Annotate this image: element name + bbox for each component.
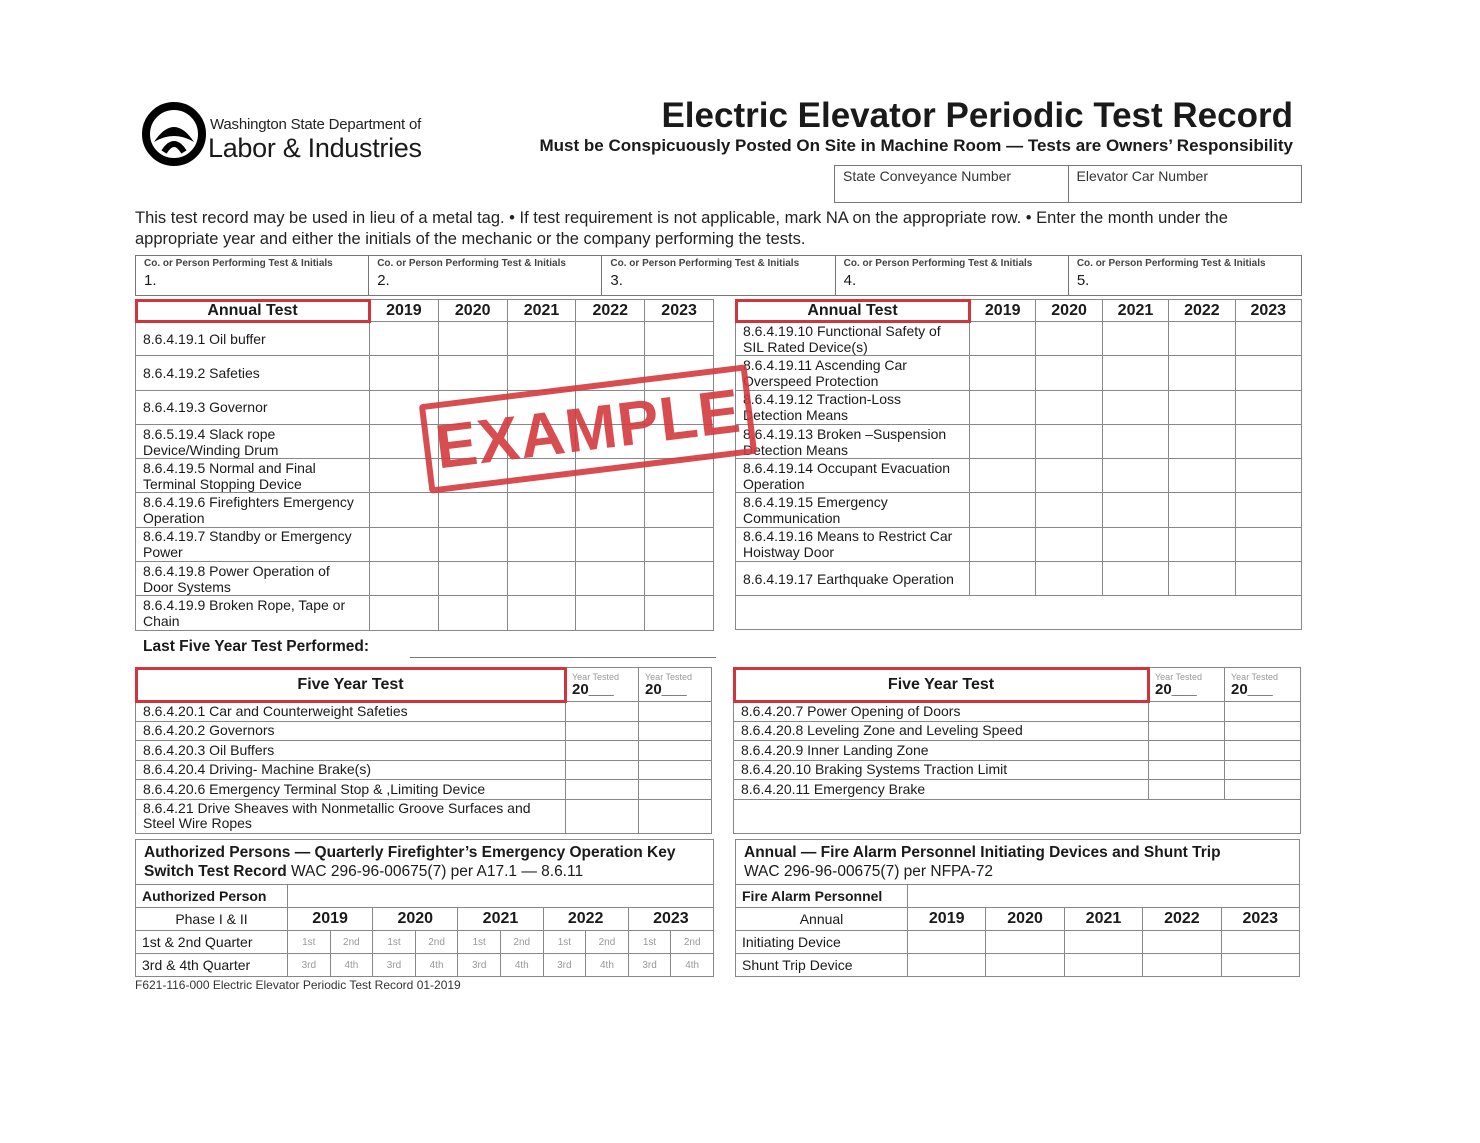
table-row bbox=[136, 493, 714, 527]
entry-cell[interactable] bbox=[576, 527, 645, 561]
quarterly-title bbox=[136, 840, 714, 885]
table-row bbox=[736, 356, 1302, 390]
entry-cell[interactable] bbox=[1143, 954, 1221, 977]
test-item: 8.6.4.20.3 Oil Buffers bbox=[136, 741, 566, 761]
quarter-sub-cell[interactable]: 2nd bbox=[330, 931, 373, 954]
entry-cell[interactable] bbox=[438, 322, 507, 356]
test-item: 8.6.4.19.11 Ascending Car Overspeed Protection bbox=[736, 356, 970, 390]
entry-cell[interactable] bbox=[370, 322, 439, 356]
test-item: 8.6.4.20.1 Car and Counterweight Safeties bbox=[136, 702, 566, 722]
entry-cell[interactable] bbox=[639, 760, 712, 780]
entry-cell[interactable] bbox=[908, 931, 986, 954]
five-year-table-right bbox=[733, 667, 1301, 834]
year-prefix: 20___ bbox=[1155, 680, 1197, 698]
entry-cell[interactable] bbox=[645, 562, 714, 596]
table-row bbox=[136, 596, 714, 630]
table-row bbox=[734, 741, 1301, 761]
fire-alarm-table bbox=[735, 839, 1300, 977]
test-item: 8.6.4.19.1 Oil buffer bbox=[136, 322, 370, 356]
performer-label: Co. or Person Performing Test & Initials bbox=[377, 258, 566, 269]
table-row bbox=[136, 702, 712, 722]
test-item: 8.6.4.21 Drive Sheaves with Nonmetallic Groove Surfaces and Steel Wire Ropes bbox=[136, 799, 566, 833]
quarter-sub-cell[interactable]: 4th bbox=[500, 954, 543, 977]
entry-cell[interactable] bbox=[970, 562, 1036, 596]
entry-cell[interactable] bbox=[1235, 322, 1301, 356]
quarter-sub-cell[interactable]: 1st bbox=[628, 931, 671, 954]
entry-cell[interactable] bbox=[1036, 424, 1102, 458]
quarter-sub-cell[interactable]: 2nd bbox=[500, 931, 543, 954]
entry-cell[interactable] bbox=[639, 799, 712, 833]
quarter-sub-cell[interactable]: 3rd bbox=[458, 954, 501, 977]
table-row bbox=[734, 799, 1301, 833]
entry-cell[interactable] bbox=[1102, 390, 1168, 424]
elevator-car-field[interactable]: Elevator Car Number bbox=[1068, 166, 1302, 202]
quarterly-title-bold: Authorized Persons — Quarterly Firefighter’s Emergency Operation Key Switch Test Record bbox=[144, 844, 676, 880]
performer-label: Co. or Person Performing Test & Initials bbox=[843, 258, 1033, 269]
table-row bbox=[734, 702, 1301, 722]
performer-number: 1. bbox=[144, 272, 157, 289]
entry-cell[interactable] bbox=[566, 760, 639, 780]
entry-cell[interactable] bbox=[438, 493, 507, 527]
entry-cell[interactable] bbox=[1102, 322, 1168, 356]
state-conveyance-field[interactable]: State Conveyance Number bbox=[843, 168, 1012, 184]
year-tested-cell[interactable] bbox=[639, 668, 712, 702]
year-header: 2022 bbox=[1143, 908, 1221, 931]
lni-logo-icon bbox=[142, 102, 206, 166]
entry-cell[interactable] bbox=[970, 356, 1036, 390]
year-header: 2019 bbox=[288, 908, 373, 931]
example-stamp-text: EXAMPLE bbox=[431, 376, 745, 482]
agency-name-line1: Washington State Department of bbox=[210, 116, 422, 133]
fire-alarm-personnel-field[interactable] bbox=[908, 885, 1300, 908]
year-header: 2019 bbox=[370, 300, 439, 322]
entry-cell[interactable] bbox=[1235, 527, 1301, 561]
entry-cell[interactable] bbox=[908, 954, 986, 977]
entry-cell[interactable] bbox=[370, 562, 439, 596]
conveyance-box bbox=[834, 165, 1302, 203]
quarter-sub-cell[interactable]: 2nd bbox=[586, 931, 629, 954]
entry-cell[interactable] bbox=[438, 527, 507, 561]
device-label: Shunt Trip Device bbox=[736, 954, 908, 977]
year-prefix: 20___ bbox=[645, 680, 687, 698]
quarter-sub-cell[interactable]: 4th bbox=[671, 954, 714, 977]
table-row bbox=[136, 527, 714, 561]
quarter-label: 3rd & 4th Quarter bbox=[136, 954, 288, 977]
year-header: 2020 bbox=[373, 908, 458, 931]
test-item: 8.6.4.19.3 Governor bbox=[136, 390, 370, 424]
entry-cell[interactable] bbox=[970, 322, 1036, 356]
entry-cell[interactable] bbox=[1064, 954, 1142, 977]
year-header: 2020 bbox=[438, 300, 507, 322]
entry-cell[interactable] bbox=[1102, 562, 1168, 596]
performer-label: Co. or Person Performing Test & Initials bbox=[1076, 258, 1266, 269]
blank-cell bbox=[734, 799, 1301, 833]
test-item: 8.6.4.19.16 Means to Restrict Car Hoistway Door bbox=[736, 527, 970, 561]
table-row bbox=[734, 780, 1301, 800]
entry-cell[interactable] bbox=[986, 954, 1064, 977]
table-row bbox=[736, 596, 1302, 630]
year-header: 2022 bbox=[576, 300, 645, 322]
year-tested-label: Year Tested bbox=[572, 671, 620, 682]
table-row bbox=[136, 760, 712, 780]
entry-cell[interactable] bbox=[1149, 741, 1225, 761]
entry-cell[interactable] bbox=[1169, 527, 1235, 561]
table-row bbox=[736, 459, 1302, 493]
entry-cell[interactable] bbox=[507, 596, 576, 630]
year-header: 2023 bbox=[645, 300, 714, 322]
entry-cell[interactable] bbox=[1225, 721, 1301, 741]
entry-cell[interactable] bbox=[1036, 322, 1102, 356]
entry-cell[interactable] bbox=[566, 799, 639, 833]
entry-cell[interactable] bbox=[1225, 760, 1301, 780]
entry-cell[interactable] bbox=[645, 493, 714, 527]
entry-cell[interactable] bbox=[645, 596, 714, 630]
entry-cell[interactable] bbox=[1036, 527, 1102, 561]
table-row bbox=[736, 527, 1302, 561]
test-item: 8.6.4.20.4 Driving- Machine Brake(s) bbox=[136, 760, 566, 780]
test-item: 8.6.4.20.9 Inner Landing Zone bbox=[734, 741, 1149, 761]
entry-cell[interactable] bbox=[1221, 954, 1299, 977]
entry-cell[interactable] bbox=[639, 780, 712, 800]
performer-label: Co. or Person Performing Test & Initials bbox=[610, 258, 800, 269]
year-tested-cell[interactable] bbox=[566, 668, 639, 702]
quarter-sub-cell[interactable]: 3rd bbox=[288, 954, 331, 977]
five-year-test-header: Five Year Test bbox=[136, 668, 566, 702]
entry-cell[interactable] bbox=[1169, 424, 1235, 458]
entry-cell[interactable] bbox=[507, 493, 576, 527]
entry-cell[interactable] bbox=[507, 356, 576, 390]
entry-cell[interactable] bbox=[507, 562, 576, 596]
entry-cell[interactable] bbox=[438, 596, 507, 630]
instructions-text: This test record may be used in lieu of a metal tag. • If test requirement is not applicable, mark NA on the appropriate row. • Enter the month under the appropriate year and either the initials of the mechanic or the company performing the tests. bbox=[135, 209, 1228, 248]
five-year-test-header: Five Year Test bbox=[734, 668, 1149, 702]
quarter-sub-cell[interactable]: 2nd bbox=[415, 931, 458, 954]
entry-cell[interactable] bbox=[1036, 562, 1102, 596]
table-row bbox=[136, 741, 712, 761]
entry-cell[interactable] bbox=[1169, 390, 1235, 424]
performer-box[interactable] bbox=[136, 256, 368, 295]
year-tested-label: Year Tested bbox=[1155, 671, 1203, 682]
year-tested-cell[interactable] bbox=[1225, 668, 1301, 702]
entry-cell[interactable] bbox=[1143, 931, 1221, 954]
entry-cell[interactable] bbox=[1225, 780, 1301, 800]
entry-cell[interactable] bbox=[1149, 721, 1225, 741]
quarter-sub-cell[interactable]: 4th bbox=[415, 954, 458, 977]
entry-cell[interactable] bbox=[1225, 702, 1301, 722]
five-year-table-left bbox=[135, 667, 712, 834]
table-row bbox=[736, 562, 1302, 596]
performer-number: 4. bbox=[843, 272, 857, 289]
quarterly-key-switch-table bbox=[135, 839, 714, 977]
quarter-sub-cell[interactable]: 1st bbox=[373, 931, 416, 954]
entry-cell[interactable] bbox=[1169, 459, 1235, 493]
authorized-person-field[interactable] bbox=[288, 885, 714, 908]
document-subtitle: Must be Conspicuously Posted On Site in Machine Room — Tests are Owners’ Responsibility bbox=[539, 136, 1293, 155]
entry-cell[interactable] bbox=[1221, 931, 1299, 954]
entry-cell[interactable] bbox=[970, 424, 1036, 458]
test-item: 8.6.4.19.5 Normal and Final Terminal Stopping Device bbox=[136, 459, 370, 493]
quarter-label: 1st & 2nd Quarter bbox=[136, 931, 288, 954]
entry-cell[interactable] bbox=[1235, 562, 1301, 596]
table-row bbox=[734, 760, 1301, 780]
entry-cell[interactable] bbox=[1235, 356, 1301, 390]
quarter-sub-cell[interactable]: 2nd bbox=[671, 931, 714, 954]
entry-cell[interactable] bbox=[1149, 702, 1225, 722]
entry-cell[interactable] bbox=[370, 527, 439, 561]
entry-cell[interactable] bbox=[639, 741, 712, 761]
entry-cell[interactable] bbox=[970, 527, 1036, 561]
test-item: 8.6.4.20.2 Governors bbox=[136, 721, 566, 741]
entry-cell[interactable] bbox=[1225, 741, 1301, 761]
entry-cell[interactable] bbox=[370, 356, 439, 390]
quarter-sub-cell[interactable]: 1st bbox=[458, 931, 501, 954]
test-item: 8.6.4.19.10 Functional Safety of SIL Rated Device(s) bbox=[736, 322, 970, 356]
year-header: 2021 bbox=[1102, 300, 1168, 322]
table-row bbox=[136, 322, 714, 356]
entry-cell[interactable] bbox=[566, 721, 639, 741]
entry-cell[interactable] bbox=[1036, 459, 1102, 493]
entry-cell[interactable] bbox=[566, 702, 639, 722]
performer-box[interactable] bbox=[835, 256, 1068, 295]
year-header: 2023 bbox=[1221, 908, 1299, 931]
performer-row bbox=[135, 255, 1302, 296]
entry-cell[interactable] bbox=[1169, 562, 1235, 596]
test-item: 8.6.4.19.7 Standby or Emergency Power bbox=[136, 527, 370, 561]
year-tested-cell[interactable] bbox=[1149, 668, 1225, 702]
entry-cell[interactable] bbox=[507, 322, 576, 356]
year-header: 2021 bbox=[458, 908, 543, 931]
authorized-person-label: Authorized Person bbox=[136, 885, 288, 908]
entry-cell[interactable] bbox=[576, 562, 645, 596]
agency-name-line2: Labor & Industries bbox=[208, 133, 422, 163]
entry-cell[interactable] bbox=[438, 562, 507, 596]
year-header: 2022 bbox=[543, 908, 628, 931]
entry-cell[interactable] bbox=[639, 702, 712, 722]
table-row bbox=[736, 493, 1302, 527]
year-header: 2020 bbox=[986, 908, 1064, 931]
entry-cell[interactable] bbox=[1064, 931, 1142, 954]
table-row bbox=[736, 424, 1302, 458]
entry-cell[interactable] bbox=[1102, 527, 1168, 561]
quarterly-title-ref: WAC 296-96-00675(7) per A17.1 — 8.6.11 bbox=[286, 863, 584, 880]
form-footer: F621-116-000 Electric Elevator Periodic Test Record 01-2019 bbox=[135, 978, 461, 992]
table-row bbox=[736, 390, 1302, 424]
last-five-year-line[interactable] bbox=[410, 657, 716, 658]
performer-number: 5. bbox=[1076, 272, 1090, 289]
entry-cell[interactable] bbox=[970, 493, 1036, 527]
table-row bbox=[136, 931, 714, 954]
test-item: 8.6.4.20.10 Braking Systems Traction Limit bbox=[734, 760, 1149, 780]
document-title: Electric Elevator Periodic Test Record bbox=[661, 96, 1293, 135]
entry-cell[interactable] bbox=[1036, 356, 1102, 390]
test-item: 8.6.4.19.13 Broken –Suspension Detection Means bbox=[736, 424, 970, 458]
table-row bbox=[136, 780, 712, 800]
last-five-year-label: Last Five Year Test Performed: bbox=[143, 638, 369, 655]
entry-cell[interactable] bbox=[645, 527, 714, 561]
performer-number: 2. bbox=[377, 272, 390, 289]
entry-cell[interactable] bbox=[1235, 459, 1301, 493]
entry-cell[interactable] bbox=[576, 322, 645, 356]
entry-cell[interactable] bbox=[566, 780, 639, 800]
test-item: 8.6.4.19.12 Traction-Loss Detection Means bbox=[736, 390, 970, 424]
entry-cell[interactable] bbox=[1102, 356, 1168, 390]
year-header: 2020 bbox=[1036, 300, 1102, 322]
entry-cell[interactable] bbox=[1235, 424, 1301, 458]
quarter-sub-cell[interactable]: 4th bbox=[330, 954, 373, 977]
entry-cell[interactable] bbox=[1149, 760, 1225, 780]
entry-cell[interactable] bbox=[970, 390, 1036, 424]
entry-cell[interactable] bbox=[1235, 390, 1301, 424]
fire-alarm-title bbox=[736, 840, 1300, 885]
quarter-sub-cell[interactable]: 3rd bbox=[543, 954, 586, 977]
entry-cell[interactable] bbox=[1169, 356, 1235, 390]
year-header: 2023 bbox=[1235, 300, 1301, 322]
test-item: 8.6.4.19.8 Power Operation of Door Systems bbox=[136, 562, 370, 596]
entry-cell[interactable] bbox=[576, 596, 645, 630]
performer-label: Co. or Person Performing Test & Initials bbox=[144, 258, 333, 269]
test-item: 8.6.4.19.9 Broken Rope, Tape or Chain bbox=[136, 596, 370, 630]
fire-alarm-personnel-label: Fire Alarm Personnel bbox=[736, 885, 908, 908]
performer-box[interactable] bbox=[601, 256, 834, 295]
quarter-sub-cell[interactable]: 1st bbox=[288, 931, 331, 954]
annual-test-table-right bbox=[735, 299, 1302, 630]
phase-label: Phase I & II bbox=[136, 908, 288, 931]
table-row bbox=[136, 721, 712, 741]
entry-cell[interactable] bbox=[1102, 493, 1168, 527]
entry-cell[interactable] bbox=[1036, 390, 1102, 424]
entry-cell[interactable] bbox=[1102, 424, 1168, 458]
year-header: 2019 bbox=[970, 300, 1036, 322]
annual-test-header: Annual Test bbox=[736, 300, 970, 322]
quarter-sub-cell[interactable]: 3rd bbox=[628, 954, 671, 977]
entry-cell[interactable] bbox=[576, 493, 645, 527]
table-row bbox=[136, 799, 712, 833]
entry-cell[interactable] bbox=[1169, 322, 1235, 356]
annual-label: Annual bbox=[736, 908, 908, 931]
entry-cell[interactable] bbox=[1149, 780, 1225, 800]
quarter-sub-cell[interactable]: 4th bbox=[586, 954, 629, 977]
performer-box[interactable] bbox=[1068, 256, 1301, 295]
entry-cell[interactable] bbox=[1102, 459, 1168, 493]
test-item: 8.6.4.19.6 Firefighters Emergency Operation bbox=[136, 493, 370, 527]
year-header: 2019 bbox=[908, 908, 986, 931]
entry-cell[interactable] bbox=[639, 721, 712, 741]
test-item: 8.6.4.20.11 Emergency Brake bbox=[734, 780, 1149, 800]
test-item: 8.6.4.19.17 Earthquake Operation bbox=[736, 562, 970, 596]
annual-test-header: Annual Test bbox=[136, 300, 370, 322]
fire-alarm-title-bold: Annual — Fire Alarm Personnel Initiating Devices and Shunt Trip bbox=[744, 844, 1221, 861]
entry-cell[interactable] bbox=[1036, 493, 1102, 527]
test-item: 8.6.4.20.8 Leveling Zone and Leveling Speed bbox=[734, 721, 1149, 741]
year-prefix: 20___ bbox=[572, 680, 614, 698]
year-header: 2021 bbox=[507, 300, 576, 322]
entry-cell[interactable] bbox=[645, 322, 714, 356]
entry-cell[interactable] bbox=[566, 741, 639, 761]
test-item: 8.6.4.20.7 Power Opening of Doors bbox=[734, 702, 1149, 722]
year-header: 2021 bbox=[1064, 908, 1142, 931]
year-tested-label: Year Tested bbox=[645, 671, 693, 682]
table-row bbox=[136, 954, 714, 977]
test-item: 8.6.4.20.6 Emergency Terminal Stop & ,Limiting Device bbox=[136, 780, 566, 800]
entry-cell[interactable] bbox=[370, 493, 439, 527]
test-item: 8.6.4.19.2 Safeties bbox=[136, 356, 370, 390]
test-item: 8.6.5.19.4 Slack rope Device/Winding Drum bbox=[136, 424, 370, 458]
fire-alarm-title-ref: WAC 296-96-00675(7) per NFPA-72 bbox=[744, 863, 993, 880]
agency-logo bbox=[142, 102, 432, 172]
table-row bbox=[736, 931, 1300, 954]
quarter-sub-cell[interactable]: 1st bbox=[543, 931, 586, 954]
year-tested-label: Year Tested bbox=[1231, 671, 1279, 682]
performer-number: 3. bbox=[610, 272, 623, 289]
blank-cell bbox=[736, 596, 1302, 630]
entry-cell[interactable] bbox=[1235, 493, 1301, 527]
device-label: Initiating Device bbox=[736, 931, 908, 954]
test-item: 8.6.4.19.14 Occupant Evacuation Operation bbox=[736, 459, 970, 493]
table-row bbox=[736, 322, 1302, 356]
table-row bbox=[136, 562, 714, 596]
entry-cell[interactable] bbox=[986, 931, 1064, 954]
entry-cell[interactable] bbox=[507, 527, 576, 561]
entry-cell[interactable] bbox=[970, 459, 1036, 493]
year-header: 2023 bbox=[628, 908, 713, 931]
year-header: 2022 bbox=[1169, 300, 1235, 322]
table-row bbox=[736, 954, 1300, 977]
year-prefix: 20___ bbox=[1231, 680, 1273, 698]
entry-cell[interactable] bbox=[370, 596, 439, 630]
entry-cell[interactable] bbox=[1169, 493, 1235, 527]
entry-cell[interactable] bbox=[438, 356, 507, 390]
table-row bbox=[734, 721, 1301, 741]
quarter-sub-cell[interactable]: 3rd bbox=[373, 954, 416, 977]
performer-box[interactable] bbox=[368, 256, 601, 295]
test-item: 8.6.4.19.15 Emergency Communication bbox=[736, 493, 970, 527]
